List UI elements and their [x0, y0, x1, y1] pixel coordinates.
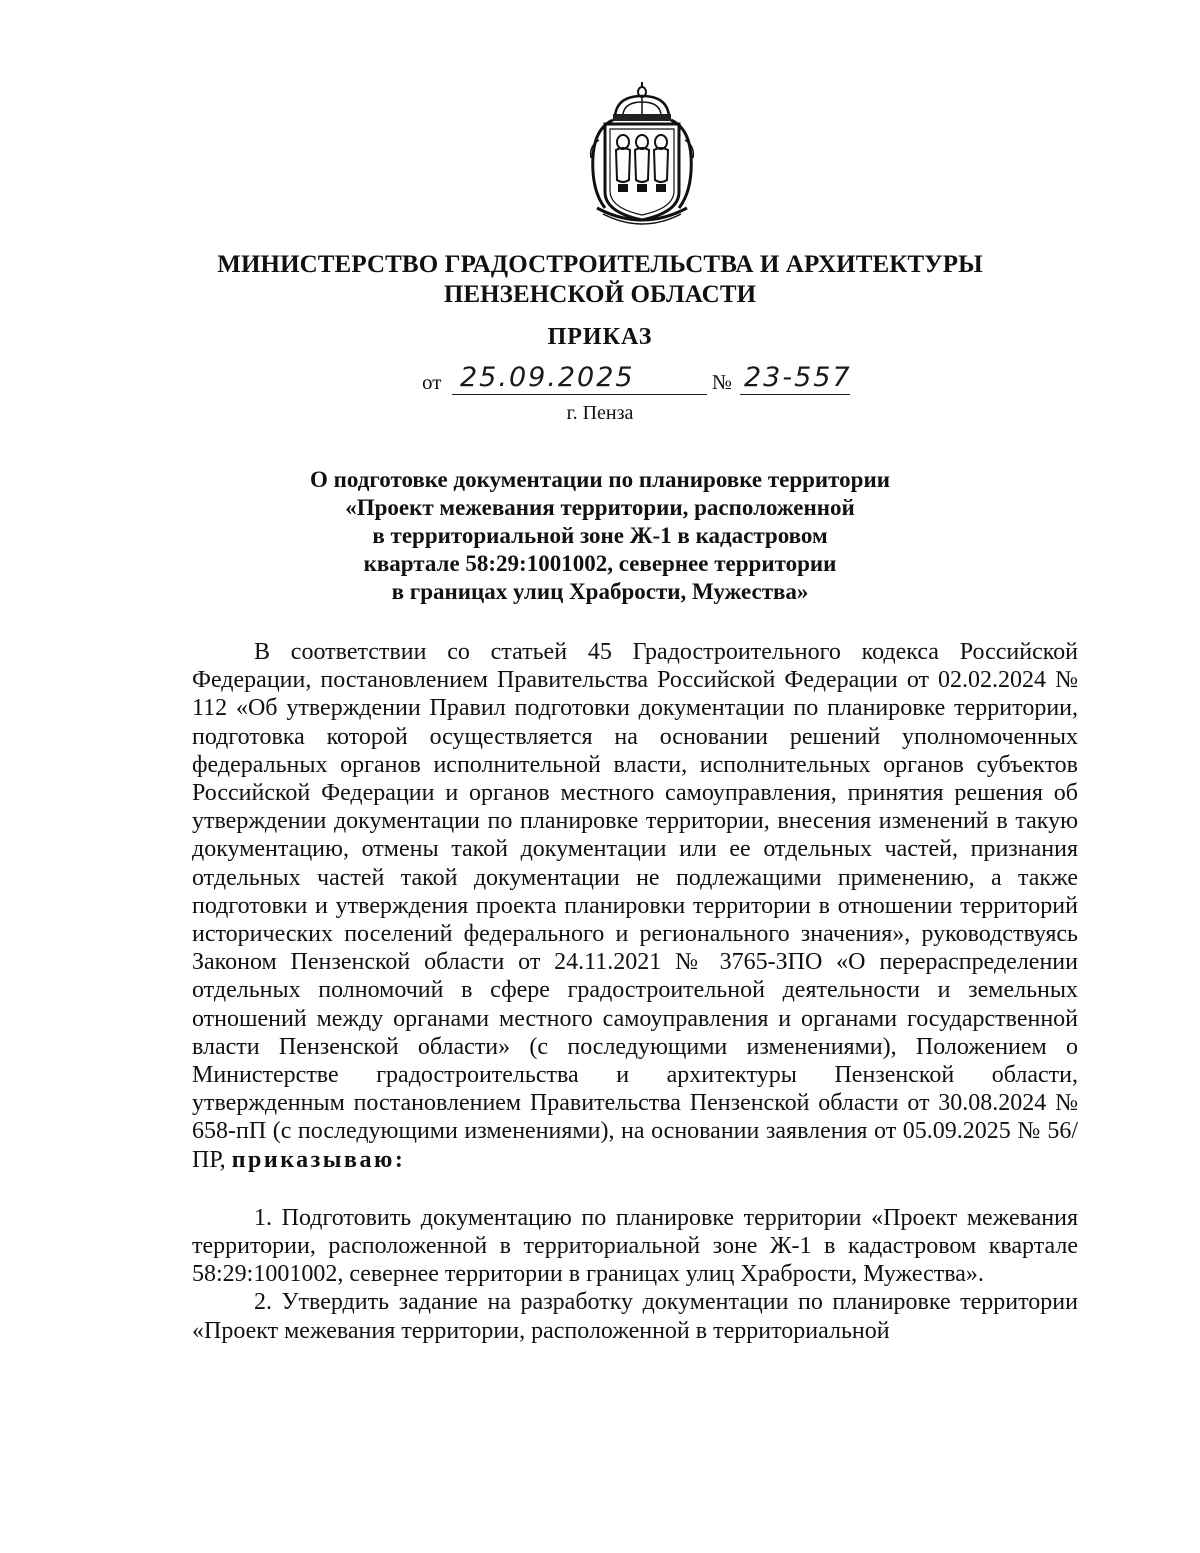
- order-item-2: 2. Утвердить задание на разработку документации по планировке территории «Проект межевания территории, расположенной в территориальной: [192, 1289, 1078, 1344]
- order-date-number: [400, 360, 880, 400]
- preamble-paragraph: [192, 638, 1078, 1174]
- ministry-title-line2: ПЕНЗЕНСКОЙ ОБЛАСТИ: [443, 281, 757, 308]
- ministry-title: [150, 250, 1050, 310]
- coat-of-arms-icon: [583, 80, 701, 230]
- subject-line2: «Проект межевания территории, расположенной: [345, 495, 855, 520]
- subject-line5: в границах улиц Храбрости, Мужества»: [391, 579, 809, 604]
- document-body: [192, 638, 1078, 1345]
- number-label: №: [712, 370, 733, 394]
- subject-line1: О подготовке документации по планировке территории: [310, 467, 890, 492]
- ministry-title-line1: МИНИСТЕРСТВО ГРАДОСТРОИТЕЛЬСТВА И АРХИТЕКТУРЫ: [217, 251, 983, 278]
- city: г. Пенза: [566, 402, 634, 424]
- subject-line4: квартале 58:29:1001002, севернее территории: [363, 551, 837, 576]
- subject-line3: в территориальной зоне Ж-1 в кадастровом: [372, 523, 828, 548]
- order-command: приказываю:: [231, 1146, 406, 1173]
- number-value: 23-557: [744, 362, 852, 393]
- date-value: 25.09.2025: [460, 362, 635, 393]
- document-type: ПРИКАЗ: [547, 324, 653, 350]
- date-label: от: [422, 370, 442, 394]
- date-underline: [452, 394, 707, 395]
- number-underline: [740, 394, 850, 395]
- order-item-1: 1. Подготовить документацию по планировке территории «Проект межевания территории, расположенной в территориальной зоне Ж-1 в кадастровом квартале 58:29:1001002, севернее территории в границах улиц Храбрости, Мужества».: [192, 1204, 1078, 1288]
- document-subject: [210, 466, 990, 606]
- preamble-text: В соответствии со статьей 45 Градостроительного кодекса Российской Федерации, постановлением Правительства Российской Федерации от 02.02.2024 № 112 «Об утверждении Правил подготовки документации по планировке территории, подготовка которой осуществляется на основании решений уполномоченных федеральных органов исполнительной власти, исполнительных органов субъектов Российской Федерации и органов местного самоуправления, принятия решения об утверждении документации по планировке территории, внесения изменений в такую документацию, отмены такой документации или ее отдельных частей, признания отдельных частей такой документации не подлежащими применению, а также подготовки и утверждения проекта планировки территории в отношении территорий исторических поселений федерального и регионального значения», руководствуясь Законом Пензенской области от 24.11.2021 № 3765-ЗПО «О перераспределении отдельных полномочий в сфере градостроительной деятельности и земельных отношений между органами местного самоуправления и органами государственной власти Пензенской области» (с последующими изменениями), Положением о Министерстве градостроительства и архитектуры Пензенской области, утвержденным постановлением Правительства Пензенской области от 30.08.2024 № 658-пП (с последующими изменениями), на основании заявления от 05.09.2025 № 56/ПР,: [192, 639, 1078, 1173]
